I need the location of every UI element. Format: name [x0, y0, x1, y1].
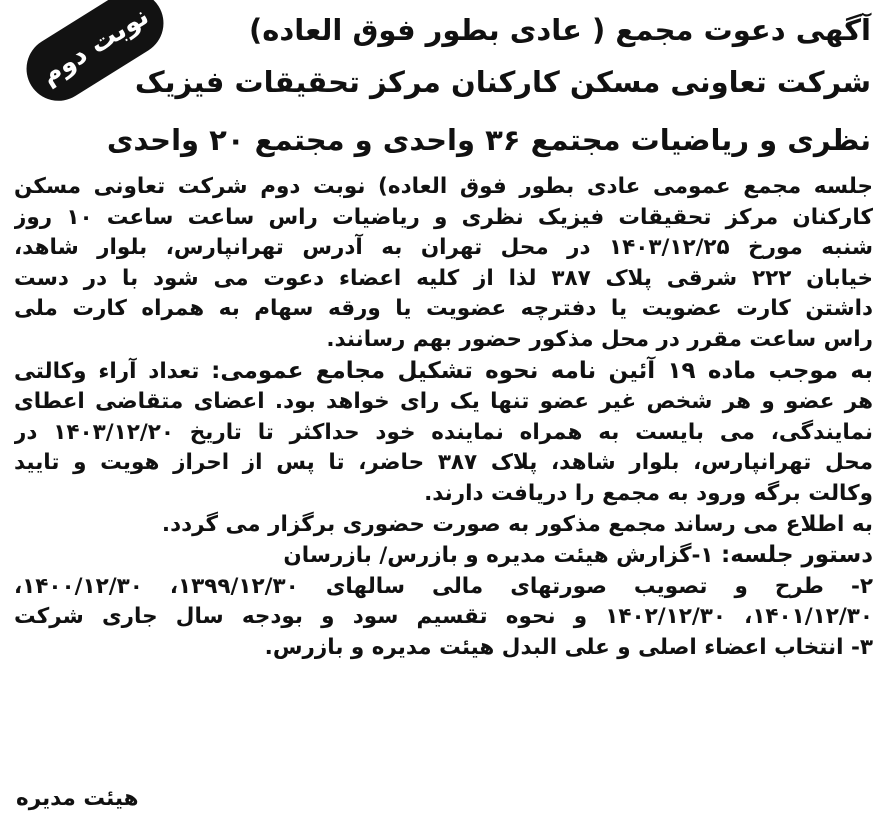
agenda-item-1: ۱-گزارش هیئت مدیره و بازرس/ بازرسان — [283, 543, 714, 569]
second-notice-badge: نوبت دوم — [14, 0, 175, 113]
body-line: داشتن کارت عضویت یا دفترچه عضویت یا ورقه سهام به همراه کارت ملی — [14, 296, 873, 322]
agenda-item-3: ۳- انتخاب اعضاء اصلی و علی البدل هیئت مدیره و بازرس. — [264, 634, 873, 660]
headline-line-2: شرکت تعاونی مسکن کارکنان مرکز تحقیقات فیزیک — [134, 65, 871, 99]
body-line: جلسه مجمع عمومی عادی بطور فوق العاده) نوبت دوم شرکت تعاونی مسکن — [14, 174, 873, 199]
article-19-text: تعداد آراء وکالتی — [14, 358, 200, 384]
body-line: هر عضو و هر شخص غیر عضو تنها یک رای خواهد بود. اعضای متقاضی اعطای — [14, 389, 873, 415]
agenda-line-1 — [14, 540, 873, 572]
agenda-item-2-line: ۲- طرح و تصویب صورتهای مالی سالهای ۱۳۹۹/۱۲/۳۰، ۱۴۰۰/۱۲/۳۰، — [14, 573, 873, 599]
agenda-heading: دستور جلسه: — [721, 542, 873, 569]
announcement-body — [14, 172, 873, 664]
body-line: وکالت برگه ورود به مجمع را دریافت دارند. — [424, 480, 873, 506]
in-person-notice: به اطلاع می رساند مجمع مذکور به صورت حضوری برگزار می گردد. — [161, 511, 873, 537]
body-line: راس ساعت مقرر در محل مذکور حضور بهم رسانند. — [326, 326, 873, 352]
body-line: محل تهرانپارس، بلوار شاهد، پلاک ۳۸۷ حاضر، تا پس از احراز هویت و تایید — [14, 450, 873, 476]
body-line: خیابان ۲۲۲ شرقی پلاک ۳۸۷ لذا از کلیه اعضاء دعوت می شود با در دست — [14, 265, 873, 291]
body-line: کارکنان مرکز تحقیقات فیزیک نظری و ریاضیات راس ساعت ساعت ۱۰ روز — [14, 204, 873, 230]
body-line: نمایندگی، می بایست به همراه نماینده خود حداکثر تا تاریخ ۱۴۰۳/۱۲/۲۰ در — [14, 419, 873, 445]
agenda-item-2-line: ۱۴۰۱/۱۲/۳۰، ۱۴۰۲/۱۲/۳۰ و نحوه تقسیم سود و بودجه سال جاری شرکت — [14, 604, 873, 630]
body-line: شنبه مورخ ۱۴۰۳/۱۲/۲۵ در محل تهران به آدرس تهرانپارس، بلوار شاهد، — [14, 235, 873, 261]
headline-line-3: نظری و ریاضیات مجتمع ۳۶ واحدی و مجتمع ۲۰ واحدی — [106, 123, 871, 157]
article-19-line — [14, 356, 873, 388]
article-19-heading: به موجب ماده ۱۹ آئین نامه نحوه تشکیل مجامع عمومی: — [211, 357, 873, 384]
headline-line-1: آگهی دعوت مجمع ( عادی بطور فوق العاده) — [249, 13, 871, 47]
board-signature: هیئت مدیره — [16, 786, 139, 811]
